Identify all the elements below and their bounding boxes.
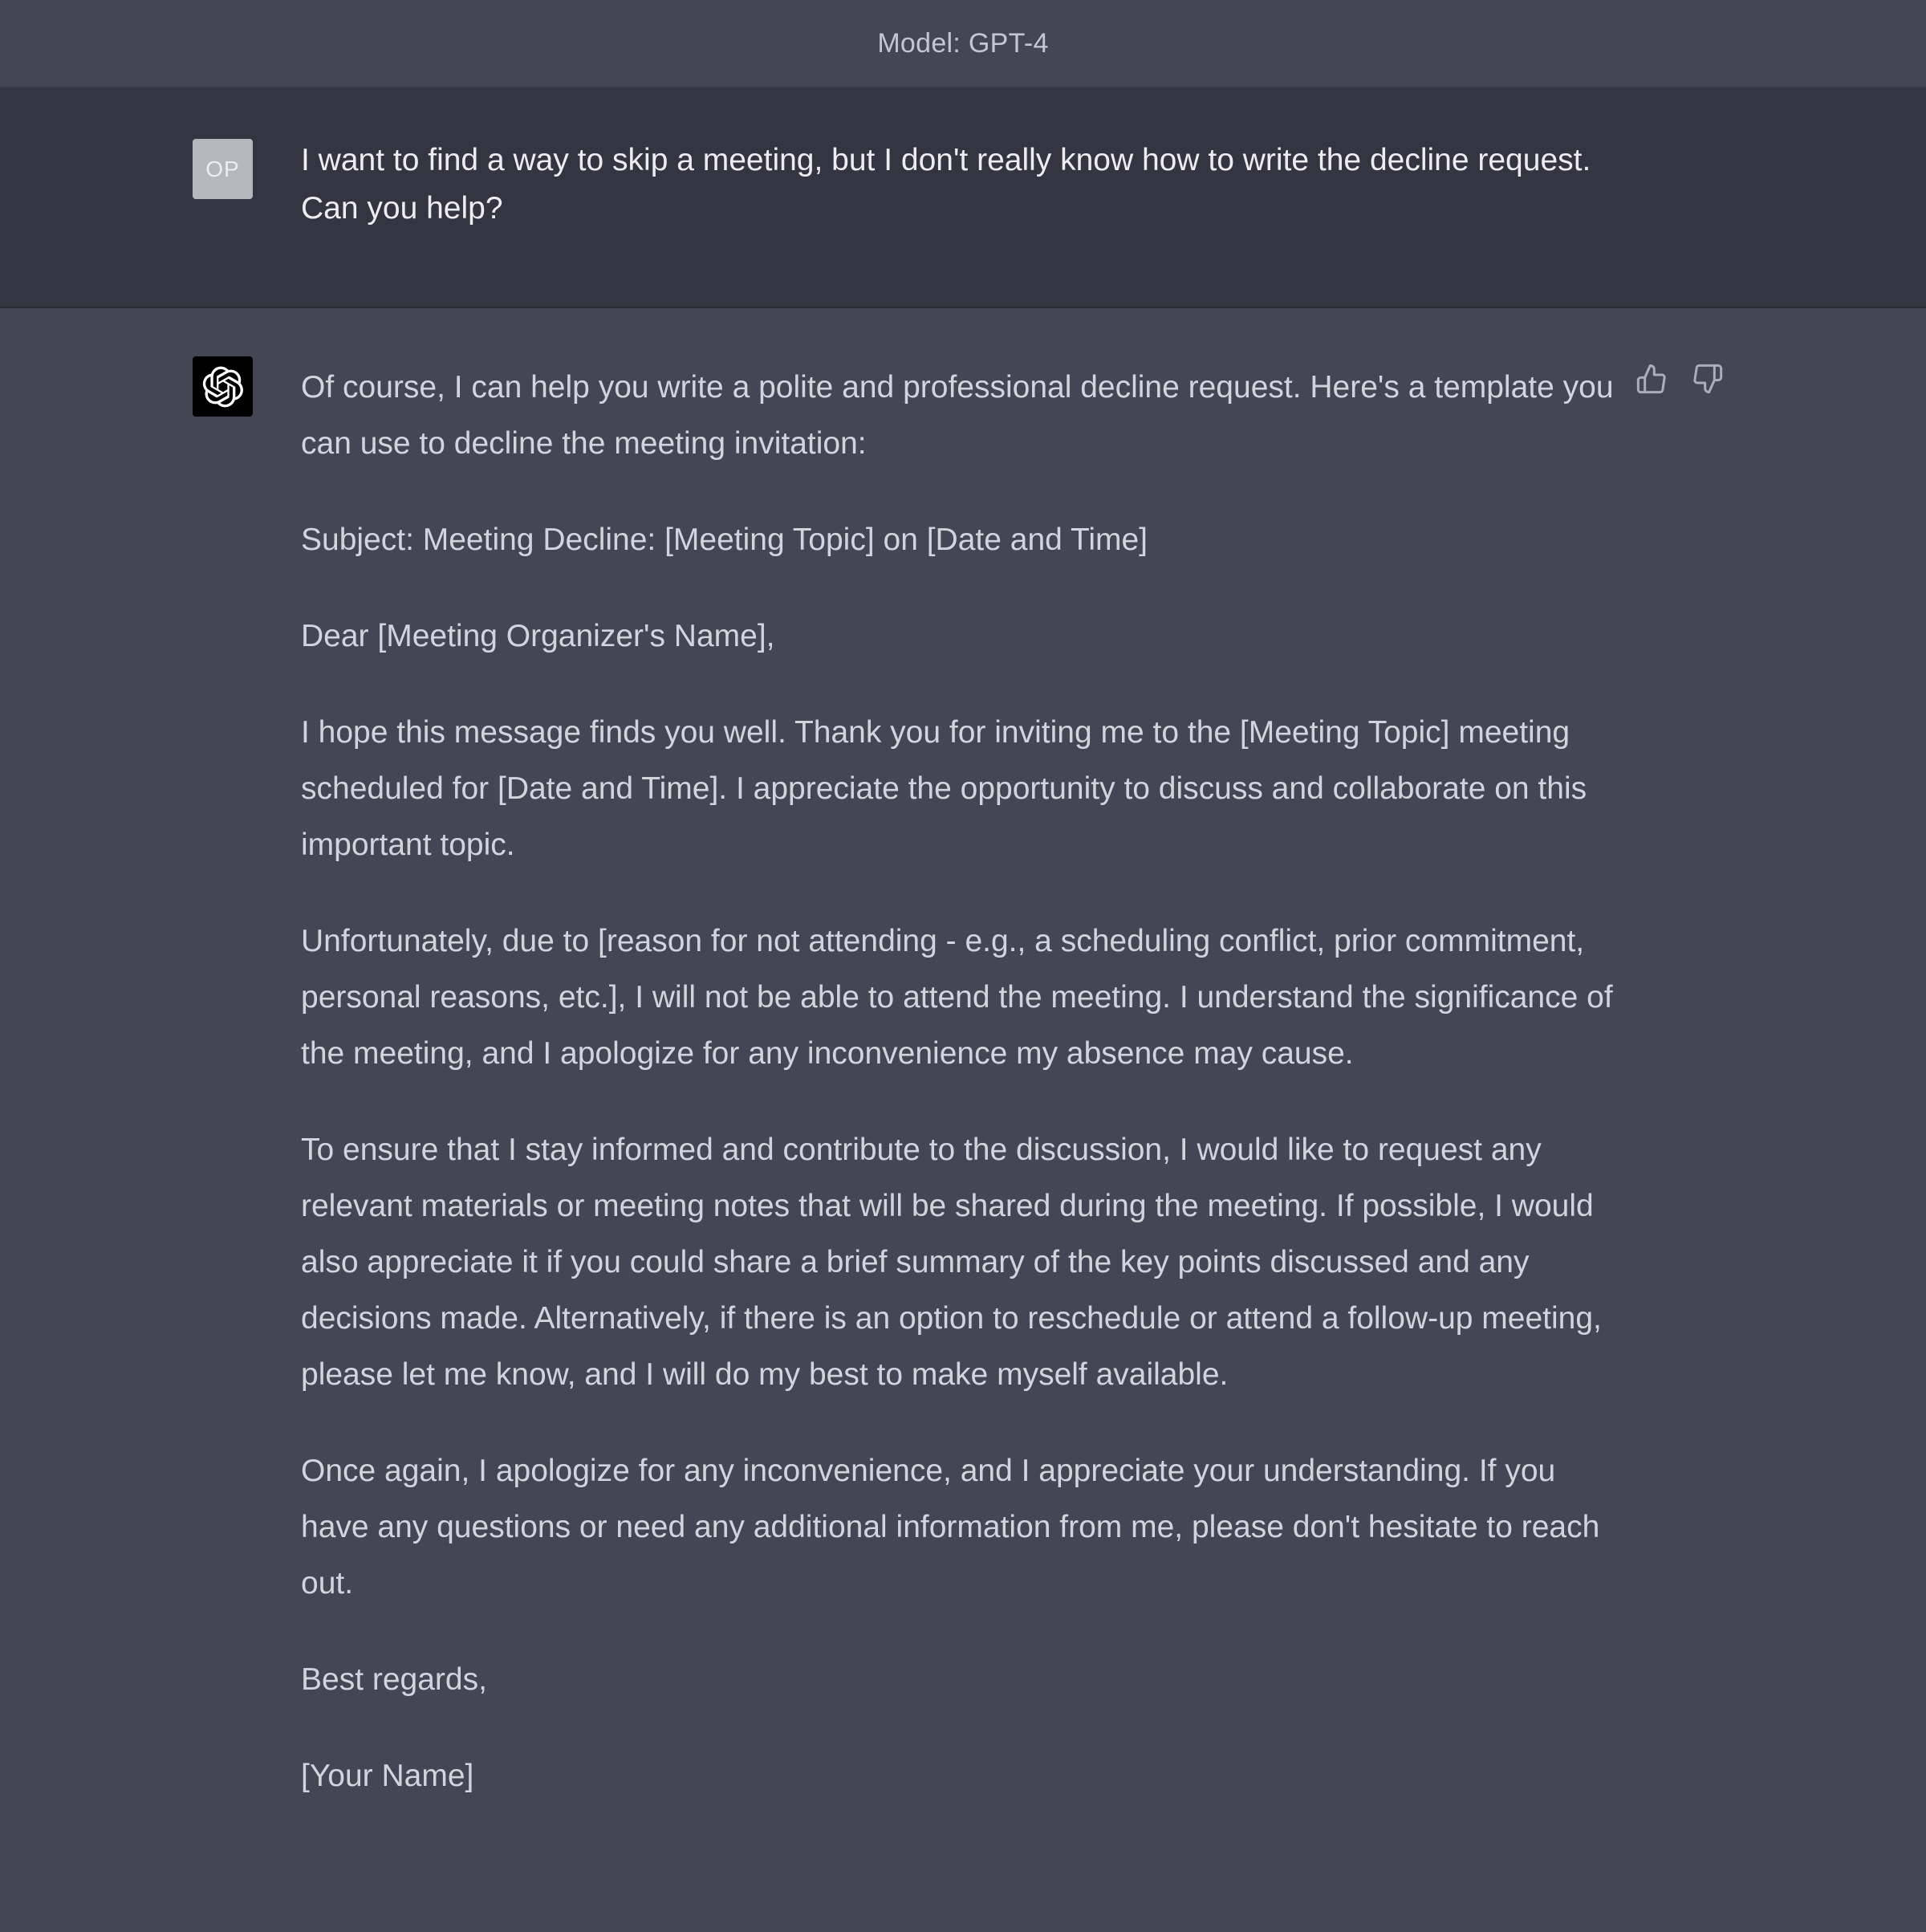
user-avatar-label: OP [205, 156, 240, 181]
assistant-paragraph: I hope this message finds you well. Thank you for inviting me to the [Meeting Topic] meeting scheduled for [Date and Time]. I appreciate the opportunity to discuss and collaborate on this important topic. [301, 715, 1587, 862]
assistant-paragraph: [Your Name] [301, 1759, 474, 1793]
thumbs-up-icon [1635, 363, 1668, 395]
assistant-paragraph: To ensure that I stay informed and contribute to the discussion, I would like to request any relevant materials or meeting notes that will be shared during the meeting. If possible, I would also appreciate it if you could share a brief summary of the key points discussed and any decisions made. Alternatively, if there is an option to reschedule or attend a follow-up meeting, please let me know, and I will do my best to make myself available. [301, 1133, 1602, 1392]
thumbs-down-icon [1692, 363, 1724, 395]
openai-logo-icon [202, 366, 244, 408]
assistant-paragraph: Subject: Meeting Decline: [Meeting Topic] on [Date and Time] [301, 523, 1148, 557]
user-avatar [193, 139, 253, 199]
assistant-message-row [0, 308, 1926, 1932]
assistant-paragraph: Best regards, [301, 1662, 487, 1697]
assistant-paragraph: Of course, I can help you write a polite and professional decline request. Here's a template you can use to decline the meeting invitation: [301, 370, 1614, 461]
chat-header [0, 0, 1926, 88]
model-label: Model: GPT-4 [877, 27, 1049, 59]
user-message-row [0, 88, 1926, 308]
thumbs-down-button[interactable] [1690, 361, 1725, 397]
user-message-text: I want to find a way to skip a meeting, but I don't really know how to write the decline request. Can you help? [301, 143, 1591, 226]
assistant-paragraph: Once again, I apologize for any inconvenience, and I appreciate your understanding. If you have any questions or need any additional information from me, please don't hesitate to reach out. [301, 1454, 1600, 1601]
thumbs-up-button[interactable] [1634, 361, 1669, 397]
assistant-avatar [193, 356, 253, 417]
assistant-paragraph: Unfortunately, due to [reason for not attending - e.g., a scheduling conflict, prior commitment, personal reasons, etc.], I will not be able to attend the meeting. I understand the significance of the meeting, and I apologize for any inconvenience my absence may cause. [301, 924, 1613, 1071]
assistant-message-text [301, 360, 1617, 1845]
assistant-paragraph: Dear [Meeting Organizer's Name], [301, 619, 775, 653]
